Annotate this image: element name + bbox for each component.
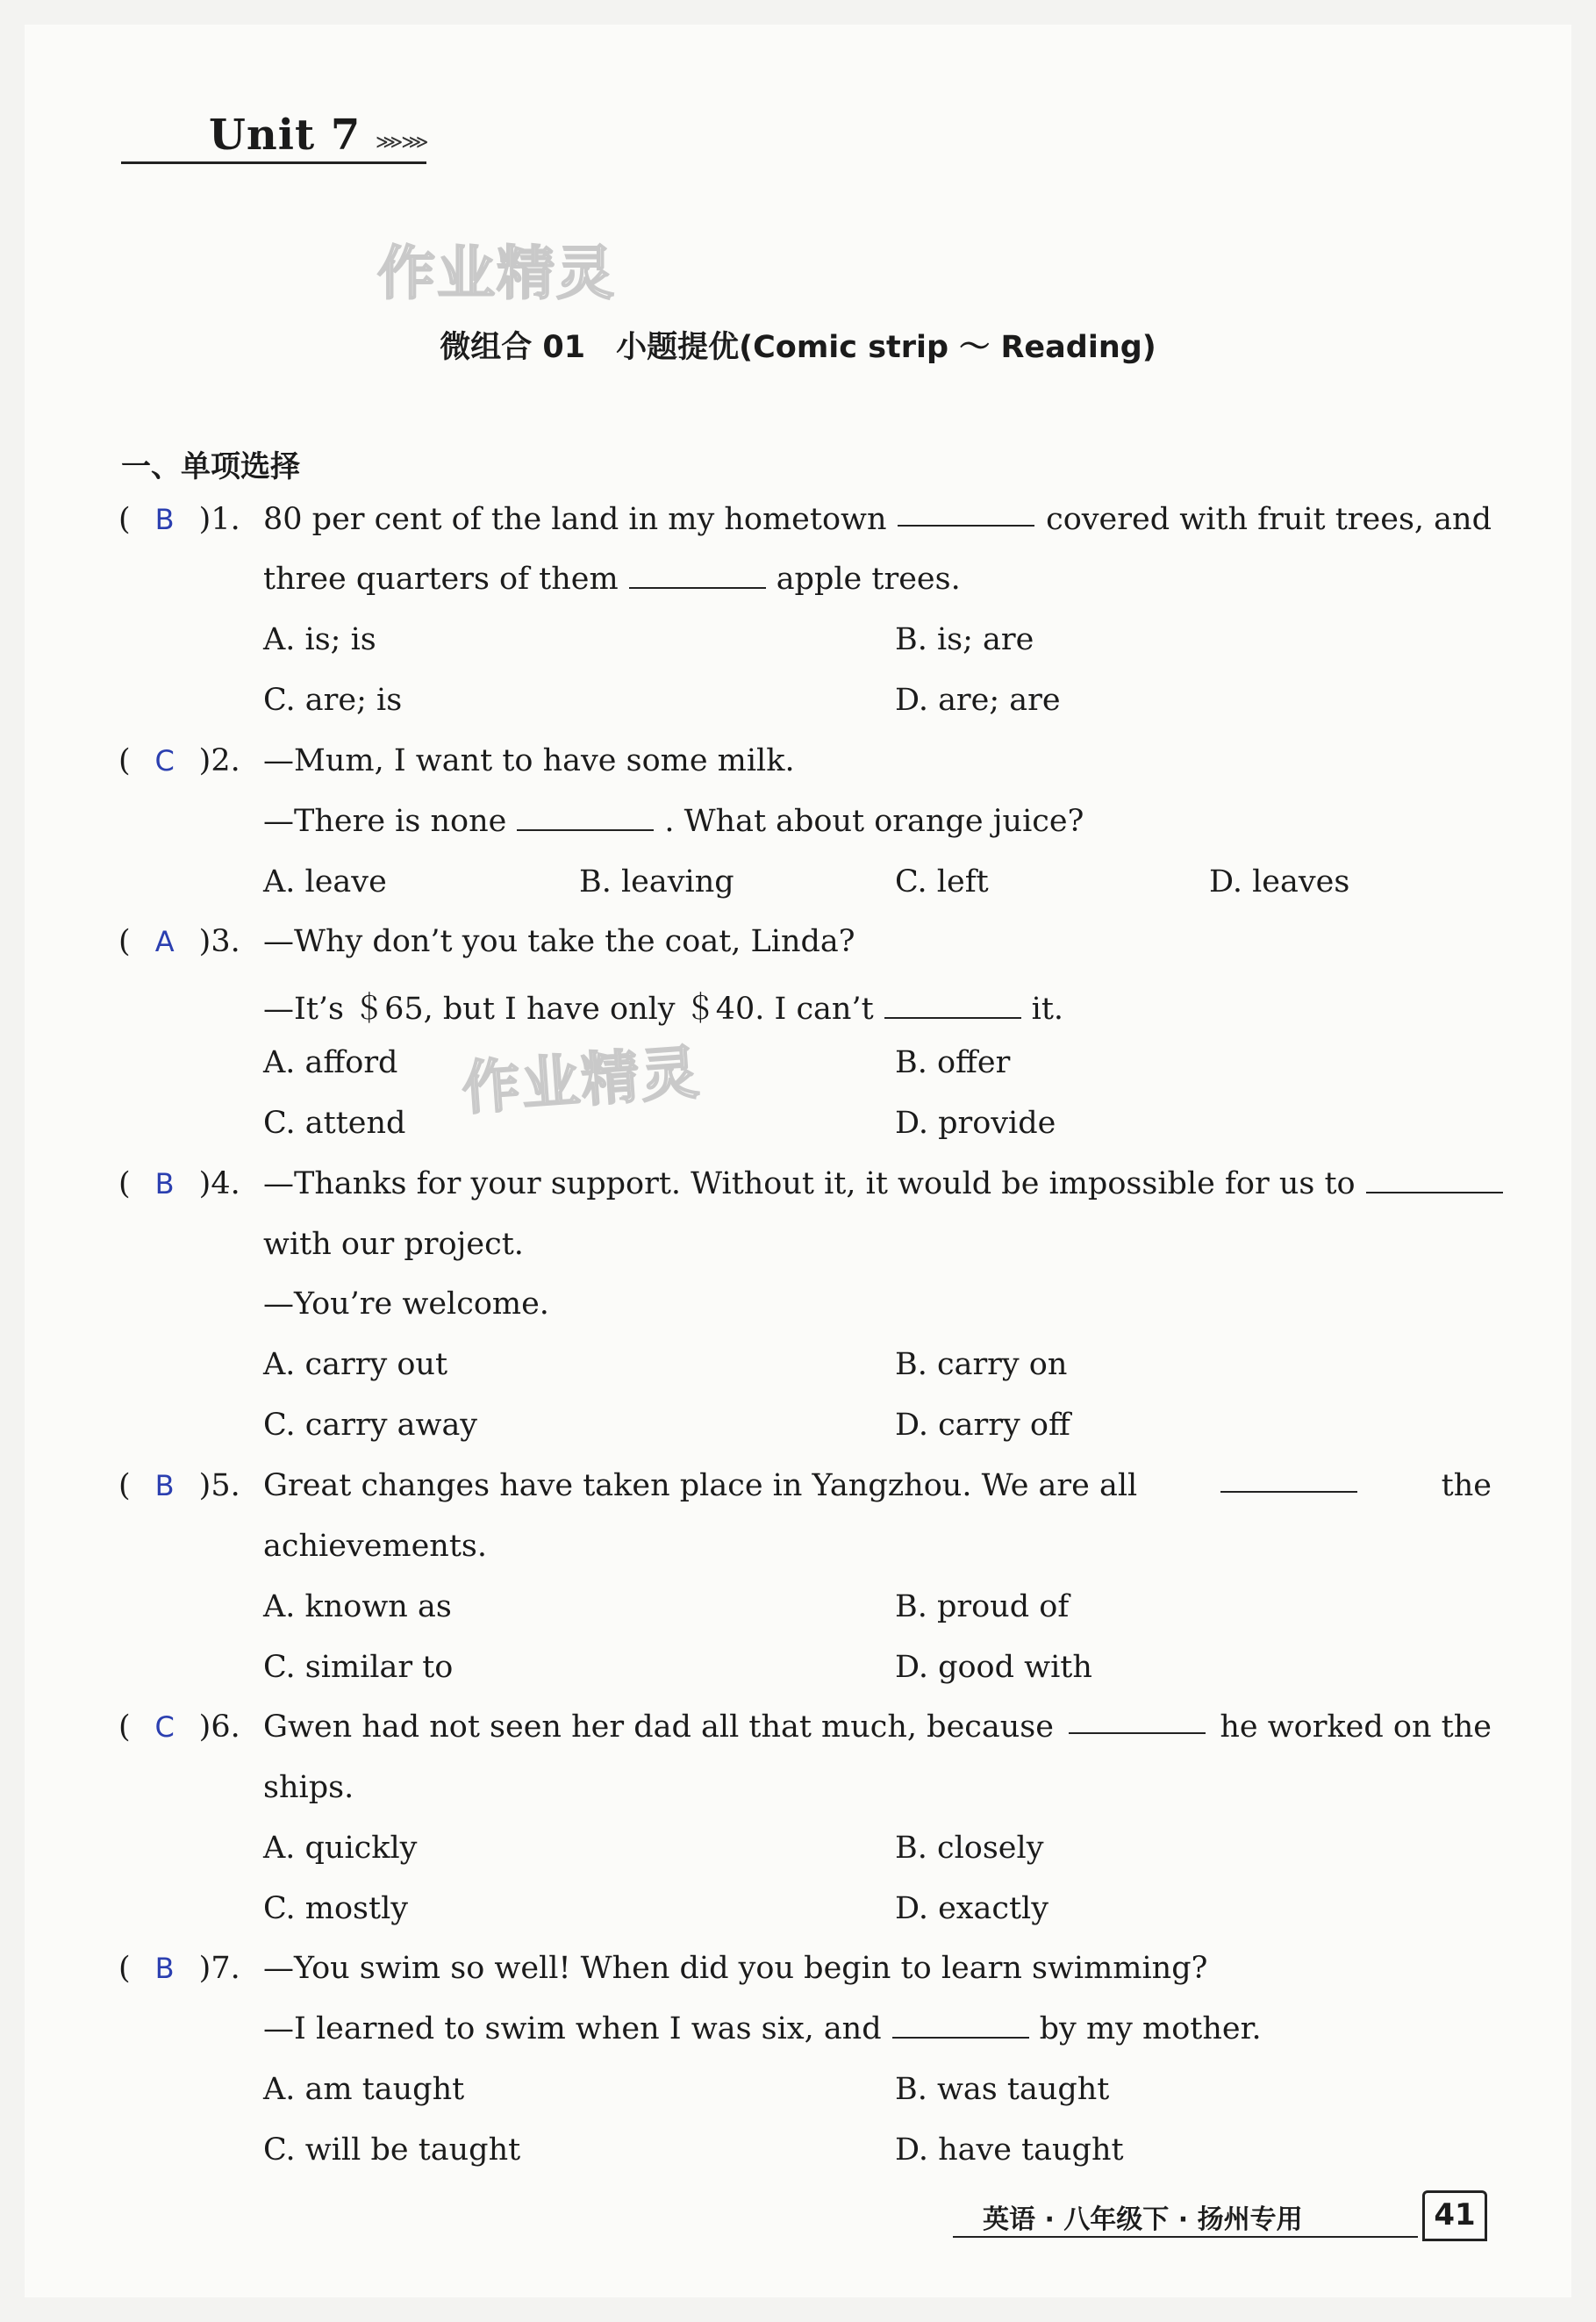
option: A. leave <box>263 864 387 899</box>
answer-paren: ( B )1. <box>118 502 240 537</box>
option: A. known as <box>263 1589 452 1624</box>
option: A. afford <box>263 1045 398 1080</box>
question-number: 2. <box>211 743 240 778</box>
option: A. is; is <box>263 622 376 657</box>
question-line: —There is none . What about orange juice? <box>263 804 1084 839</box>
question-number: 3. <box>211 924 240 959</box>
question-line: Great changes have taken place in Yangzhou. We are all the <box>263 1468 1492 1503</box>
question-line: —Why don’t you take the coat, Linda? <box>263 924 855 959</box>
triple-arrow-icon: ⋙⋙ <box>376 132 427 154</box>
option: A. quickly <box>263 1831 418 1866</box>
answer-paren: ( C )6. <box>118 1709 240 1745</box>
question-line: achievements. <box>263 1529 487 1564</box>
question-number: 6. <box>211 1709 240 1745</box>
section-title: 微组合 01 小题提优(Comic strip ～ Reading) <box>440 330 1156 365</box>
answer-mark: B <box>154 1167 175 1200</box>
option: A. carry out <box>263 1347 448 1382</box>
option: B. is; are <box>895 622 1034 657</box>
option: A. am taught <box>263 2072 465 2107</box>
answer-blank <box>898 502 1034 527</box>
question-number: 5. <box>211 1468 240 1503</box>
question-line: with our project. <box>263 1227 524 1262</box>
page-footer <box>953 2190 1490 2240</box>
question-number: 7. <box>211 1951 240 1986</box>
answer-blank <box>884 994 1021 1019</box>
answer-paren: ( C )2. <box>118 743 240 778</box>
answer-blank <box>1220 1468 1357 1493</box>
header-rule <box>121 161 426 164</box>
answer-blank <box>1069 1709 1206 1734</box>
unit-header <box>121 104 426 165</box>
option: C. will be taught <box>263 2132 521 2168</box>
answer-mark: B <box>154 503 175 536</box>
answer-blank <box>629 564 766 589</box>
answer-blank <box>892 2014 1029 2039</box>
option: D. carry off <box>895 1408 1070 1443</box>
answer-blank <box>517 806 654 831</box>
question-line: —I learned to swim when I was six, and by my mother. <box>263 2011 1262 2046</box>
page-number: 41 <box>1422 2190 1487 2241</box>
watermark-logo: 作业精灵 <box>460 1038 703 1123</box>
question-line: three quarters of them apple trees. <box>263 562 961 597</box>
answer-mark: B <box>154 1952 175 1985</box>
option: C. carry away <box>263 1408 478 1443</box>
unit-title: Unit 7 <box>209 111 361 160</box>
question-line: —You’re welcome. <box>263 1286 549 1322</box>
option: B. leaving <box>579 864 734 899</box>
option: D. good with <box>895 1650 1092 1685</box>
question-line: ships. <box>263 1770 354 1805</box>
option: C. attend <box>263 1106 406 1141</box>
question-line: —It’s ＄65, but I have only ＄40. I can’t it. <box>263 992 1064 1027</box>
watermark-logo: 作业精灵 <box>377 240 616 307</box>
question-number: 1. <box>211 502 240 537</box>
answer-blank <box>1366 1169 1503 1193</box>
option: B. proud of <box>895 1589 1070 1624</box>
option: C. similar to <box>263 1650 454 1685</box>
answer-mark: C <box>154 1710 175 1744</box>
question-line: Gwen had not seen her dad all that much, because he worked on the <box>263 1709 1492 1745</box>
answer-paren: ( A )3. <box>118 924 240 959</box>
option: D. are; are <box>895 683 1061 718</box>
option: C. left <box>895 864 989 899</box>
question-number: 4. <box>211 1166 240 1201</box>
footer-rule <box>953 2236 1418 2238</box>
answer-mark: A <box>154 925 175 958</box>
option: D. provide <box>895 1106 1056 1141</box>
answer-mark: B <box>154 1469 175 1502</box>
option: C. mostly <box>263 1891 409 1926</box>
question-line: 80 per cent of the land in my hometown covered with fruit trees, and <box>263 502 1492 537</box>
question-line: —Mum, I want to have some milk. <box>263 743 795 778</box>
option: D. exactly <box>895 1891 1049 1926</box>
part-title: 一、单项选择 <box>121 449 300 484</box>
option: D. have taught <box>895 2132 1124 2168</box>
option: B. closely <box>895 1831 1044 1866</box>
option: B. offer <box>895 1045 1011 1080</box>
answer-paren: ( B )5. <box>118 1468 240 1503</box>
footer-text: 英语 · 八年级下 · 扬州专用 <box>983 2204 1303 2235</box>
option: B. was taught <box>895 2072 1110 2107</box>
answer-paren: ( B )4. <box>118 1166 240 1201</box>
answer-paren: ( B )7. <box>118 1951 240 1986</box>
answer-mark: C <box>154 744 175 778</box>
option: C. are; is <box>263 683 403 718</box>
question-line: —Thanks for your support. Without it, it would be impossible for us to <box>263 1166 1514 1201</box>
option: B. carry on <box>895 1347 1068 1382</box>
option: D. leaves <box>1209 864 1350 899</box>
question-line: —You swim so well! When did you begin to learn swimming? <box>263 1951 1208 1986</box>
